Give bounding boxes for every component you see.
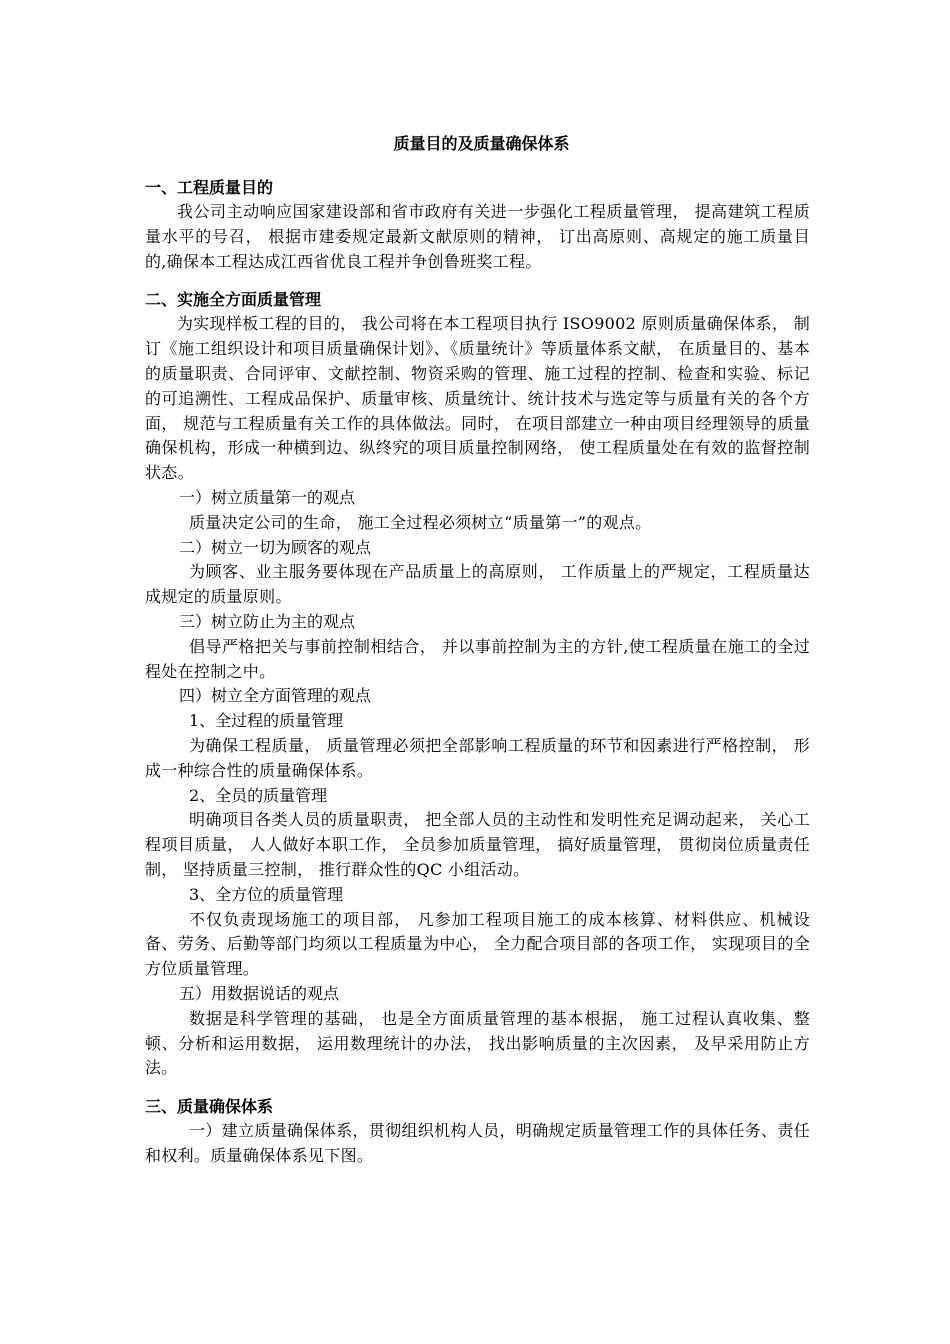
section1-paragraph: 我公司主动响应国家建设部和省市政府有关进一步强化工程质量管理， 提高建筑工程质量水平的号召， 根据市建委规定最新文献原则的精神， 订出高原则、高规定的施工质量目的,确保本工程达成江西省优良工程并争创鲁班奖工程。 bbox=[145, 202, 810, 271]
item-text-data-driven: 数据是科学管理的基础， 也是全方面质量管理的基本根据， 施工过程认真收集、整顿、分析和运用数据， 运用数理统计的办法， 找出影响质量的主次因素， 及早采用防止方法。 bbox=[145, 1008, 810, 1078]
document-title: 质量目的及质量确保体系 bbox=[393, 134, 570, 153]
section-heading-quality-goal: 一、工程质量目的 bbox=[145, 178, 274, 197]
item-text-customer-first: 为顾客、业主服务要体现在产品质量上的高原则， 工作质量上的严规定，工程质量达成规定的质量原则。 bbox=[145, 562, 810, 607]
subitem-text-whole-process: 为确保工程质量， 质量管理必须把全部影响工程质量的环节和因素进行严格控制， 形成一种综合性的质量确保体系。 bbox=[145, 735, 810, 780]
section-heading-total-quality-management: 二、实施全方面质量管理 bbox=[145, 290, 322, 310]
subitem-heading-all-round: 3、全方位的质量管理 bbox=[189, 884, 344, 904]
section-heading-quality-assurance-system: 三、质量确保体系 bbox=[145, 1097, 274, 1117]
subitem-text-all-round: 不仅负责现场施工的项目部， 凡参加工程项目施工的成本核算、材料供应、机械设备、劳务、后勤等部门均须以工程质量为中心， 全力配合项目部的各项工作， 实现项目的全方位质量管理。 bbox=[145, 909, 810, 979]
subitem-text-all-staff: 明确项目各类人员的质量职责， 把全部人员的主动性和发明性充足调动起来， 关心工程项目质量， 人人做好本职工作， 全员参加质量管理， 搞好质量管理， 贯彻岗位质量责任制， 坚持质量三控制， 推行群众性的QC 小组活动。 bbox=[145, 810, 810, 879]
item-heading-quality-first: 一）树立质量第一的观点 bbox=[179, 487, 356, 507]
item-heading-customer-first: 二）树立一切为顾客的观点 bbox=[179, 537, 372, 557]
item-heading-prevention-first: 三）树立防止为主的观点 bbox=[179, 611, 356, 631]
document-page bbox=[145, 128, 810, 1169]
item-text-prevention-first: 倡导严格把关与事前控制相结合， 并以事前控制为主的方针,使工程质量在施工的全过程处在控制之中。 bbox=[145, 636, 810, 681]
item-heading-data-driven: 五）用数据说话的观点 bbox=[179, 983, 340, 1003]
section2-paragraph: 为实现样板工程的目的， 我公司将在本工程项目执行 ISO9002 原则质量确保体系， 制订《施工组织设计和项目质量确保计划》、《质量统计》等质量体系文献， 在质量目的、基本的质量职责、合同评审、文献控制、物资采购的管理、施工过程的控制、检查和实验、标记的可追溯性、工程成品保护、质量审核、质量统计、统计技术与选定等与质量有关的各个方面， 规范与工程质量有关工作的具体做法。同时， 在项目部建立一种由项目经理领导的质量确保机构，形成一种横到边、纵终究的项目质量控制网络， 使工程质量处在有效的监督控制状态。 bbox=[145, 314, 810, 483]
item-text-quality-first: 质量决定公司的生命， 施工全过程必须树立“质量第一”的观点。 bbox=[189, 512, 652, 532]
subitem-heading-all-staff: 2、全员的质量管理 bbox=[189, 785, 328, 805]
item-heading-comprehensive-management: 四）树立全方面管理的观点 bbox=[179, 686, 372, 706]
section3-paragraph: 一）建立质量确保体系，贯彻组织机构人员，明确规定质量管理工作的具体任务、责任和权利。质量确保体系见下图。 bbox=[145, 1121, 810, 1165]
subitem-heading-whole-process: 1、全过程的质量管理 bbox=[189, 711, 344, 731]
